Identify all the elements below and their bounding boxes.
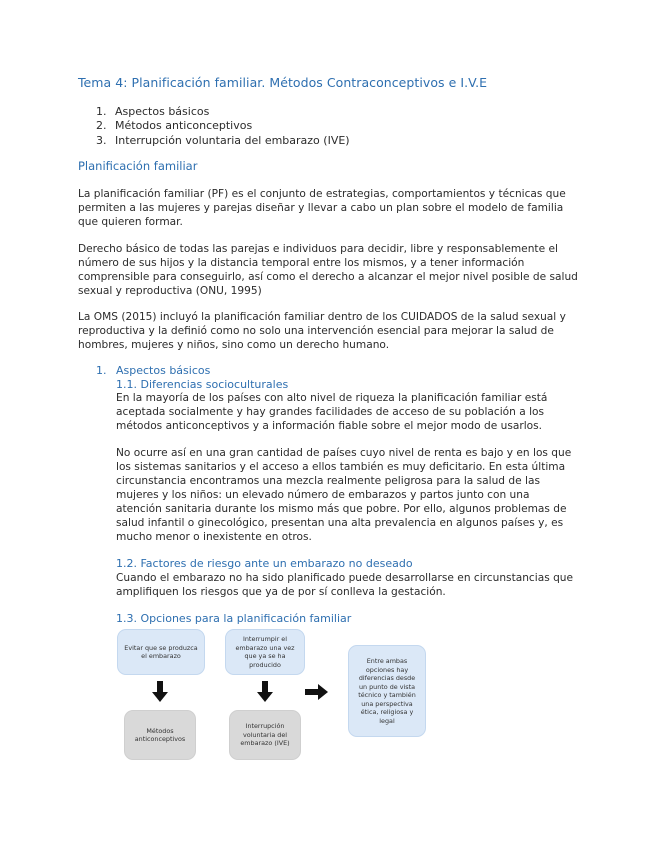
- table-of-contents: [96, 105, 350, 148]
- paragraph-1-1-b: No ocurre así en una gran cantidad de países cuyo nivel de renta es bajo y en los que los sistemas sanitarios y el acceso a ellos también es muy deficitario. En esta última circunstancia encontramos una mezcla realmente peligrosa para la salud de las mujeres y los niños: un elevado número de embarazos y partos junto con una atención sanitaria durante los mismo más que pobre. Por ello, algunos problemas de salud infantil o ginecológico, presentan una alta prevalencia en algunos países y, es mucho menor o inexistente en otros.: [116, 447, 572, 543]
- subsection-title-1-3: 1.3. Opciones para la planificación familiar: [116, 612, 352, 625]
- paragraph-oms: La OMS (2015) incluyó la planificación familiar dentro de los CUIDADOS de la salud sexual y reproductiva y la definió como no solo una intervención esencial para mejorar la salud de hombres, mujeres y niños, sino como un derecho humano.: [78, 311, 566, 351]
- subsection-title-1-1: 1.1. Diferencias socioculturales: [116, 378, 289, 391]
- toc-item: [96, 105, 350, 119]
- document-title: Tema 4: Planificación familiar. Métodos Contraconceptivos e I.V.E: [78, 75, 488, 90]
- paragraph-1-2: Cuando el embarazo no ha sido planificado puede desarrollarse en circunstancias que amplifiquen los riesgos que ya de por sí conlleva la gestación.: [116, 572, 574, 598]
- section-heading-planificacion: Planificación familiar: [78, 159, 198, 173]
- toc-item-number: 1.: [96, 105, 107, 118]
- toc-item-label: Aspectos básicos: [115, 105, 210, 118]
- paragraph-1-1-a: En la mayoría de los países con alto nivel de riqueza la planificación familiar está aceptada socialmente y hay grandes facilidades de acceso de su población a los métodos anticonceptivos y a información fiable sobre el mejor modo de usarlos.: [116, 392, 548, 432]
- arrow-down-icon: [152, 681, 168, 703]
- arrow-right-icon: [305, 684, 329, 700]
- diagram-box-ive-text: Interrupción voluntaria del embarazo (IVE): [240, 722, 290, 748]
- diagram-box-evitar-text: Evitar que se produzca el embarazo: [124, 643, 198, 660]
- paragraph-definition: La planificación familiar (PF) es el conjunto de estrategias, comportamientos y técnicas que permiten a las mujeres y parejas diseñar y llevar a cabo un plan sobre el modelo de familia que quieren formar.: [78, 188, 566, 228]
- section-number: 1.: [96, 364, 107, 377]
- diagram-box-evitar: [117, 629, 205, 675]
- toc-item-label: Métodos anticonceptivos: [115, 119, 253, 133]
- paragraph-right: Derecho básico de todas las parejas e individuos para decidir, libre y responsablemente el número de sus hijos y la distancia temporal entre los mismos, y a tener información comprensible para conseguirlo, así como el derecho a alcanzar el mejor nivel posible de salud sexual y reproductiva (ONU, 1995): [78, 243, 578, 297]
- diagram-box-note-text: Entre ambas opciones hay diferencias desde un punto de vista técnico y también una perspectiva ética, religiosa y legal: [358, 657, 416, 725]
- diagram-box-interrumpir: [225, 629, 305, 675]
- arrow-down-icon: [257, 681, 273, 703]
- diagram-box-interrumpir-text: Interrumpir el embarazo una vez que ya se ha producido: [235, 635, 295, 669]
- toc-item: [96, 134, 350, 148]
- diagram-box-note: [348, 645, 426, 737]
- toc-item: [96, 119, 350, 133]
- toc-item-label: Interrupción voluntaria del embarazo (IVE): [115, 133, 350, 147]
- section-title-aspectos: Aspectos básicos: [116, 364, 211, 377]
- subsection-title-1-2: 1.2. Factores de riesgo ante un embarazo no deseado: [116, 557, 413, 570]
- diagram-box-ive: [229, 710, 301, 760]
- toc-item-number: 3.: [96, 133, 107, 147]
- diagram-box-metodos: [124, 710, 196, 760]
- toc-item-number: 2.: [96, 119, 107, 133]
- diagram-box-metodos-text: Métodos anticonceptivos: [134, 726, 186, 743]
